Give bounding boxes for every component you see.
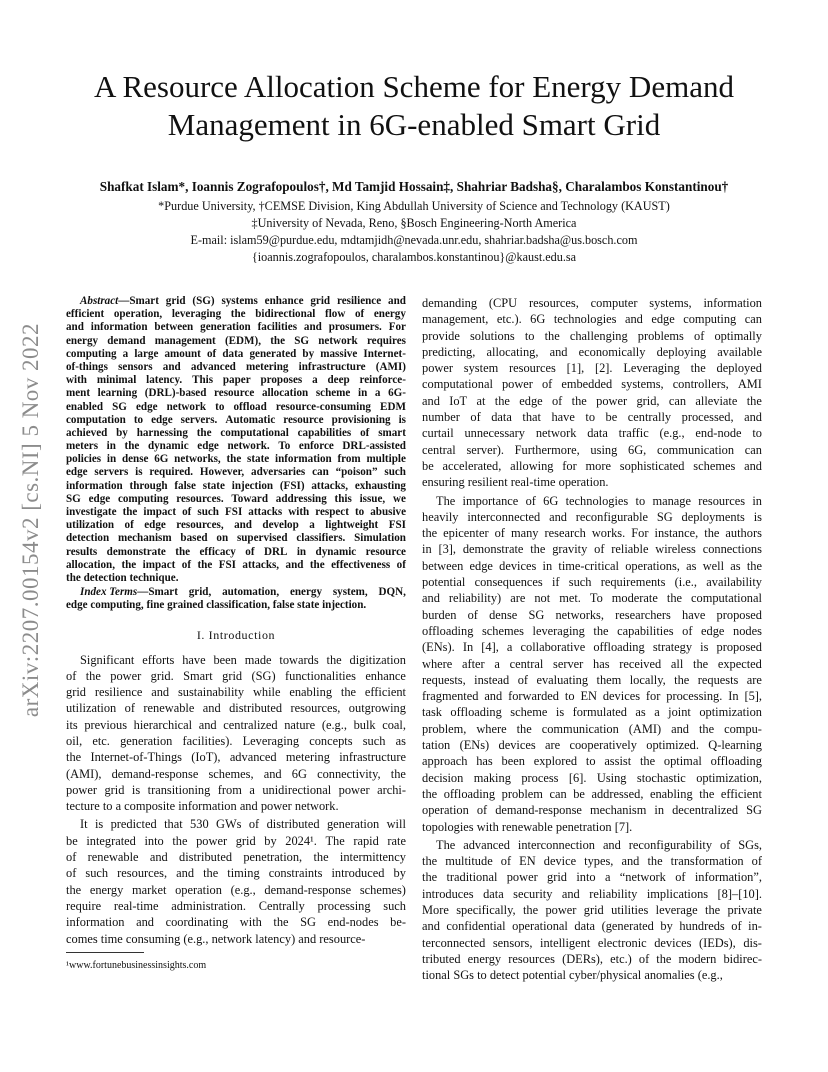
text-line: power grid is transitioning from a unidirectional power archi- <box>66 782 406 797</box>
text-line: predicting, allocating, and economically deploying available <box>422 344 762 359</box>
text-line: the offloading problem can be addressed, enabling the efficient <box>422 786 762 801</box>
title-line: Management in 6G-enabled Smart Grid <box>167 107 661 142</box>
paragraph <box>422 295 762 491</box>
text-line: information and coordinating with the SG end-nodes be- <box>66 915 406 930</box>
text-line: the multitude of EN device types, and the transformation of <box>422 854 762 869</box>
author-list: Shafkat Islam*, Ioannis Zografopoulos†, Md Tamjid Hossain‡, Shahriar Badsha§, Charalambos Konstantinou† <box>99 179 729 194</box>
text-line: edge computing, fine grained classification, false state injection. <box>66 599 367 612</box>
right-column <box>422 295 762 983</box>
text-line: require real-time administration. Centrally processing such <box>66 898 406 913</box>
text-line: computation to edge servers. Automatic resource provisioning is <box>66 413 406 426</box>
text-line: comes time consuming (e.g., network latency) and resource- <box>66 931 366 946</box>
text-line: its previous hierarchical and centralized nature (e.g., bulk coal, <box>66 717 406 732</box>
text-line: heavily interconnected and reconfigurable SG deployments is <box>422 509 762 524</box>
paragraph <box>422 493 762 835</box>
text-line: and IoT at the edge of the power grid, can alleviate the <box>422 393 762 408</box>
text-line: and reliability) are not met. To moderate the computational <box>422 591 762 606</box>
arxiv-identifier <box>8 300 54 740</box>
text-line: achieved by harnessing the computational capabilities of smart <box>66 426 406 439</box>
affiliation-line: *Purdue University, †CEMSE Division, King Abdullah University of Science and Technology (KAUST) <box>158 199 670 213</box>
abstract <box>66 295 406 585</box>
paragraph <box>66 816 406 946</box>
text-line: investigate the impact of such FSI attacks with respect to abusive <box>66 506 406 518</box>
email-line: {ioannis.zografopoulos, charalambos.konstantinou}@kaust.edu.sa <box>251 250 577 264</box>
text-line: and information between generation facilities and prosumers. For <box>66 321 406 334</box>
text-line: number of data that have to be centrally processed, and <box>422 410 762 425</box>
paper-title <box>60 68 768 144</box>
text-line: detection mechanism based on supervised classifiers. Simulation <box>66 532 406 545</box>
text-line: between edge devices in time-critical operations, as well as the <box>422 558 762 573</box>
text-line: Abstract—Smart grid (SG) systems enhance grid resilience and <box>80 295 406 307</box>
text-line: utilization of renewable and distributed resources, outgrowing <box>66 701 406 716</box>
text-line: in [3], demonstrate the gravity of reliable wireless connections <box>422 542 762 557</box>
text-line: of the power grid. Smart grid (SG) functionalities enhance <box>66 668 406 683</box>
text-line: task offloading scheme is formulated as a joint optimization <box>422 705 762 720</box>
text-line: and confidential operational data (generated by hundreds of in- <box>422 919 762 934</box>
text-line: utilization of edge resources, and develop a lightweight FSI <box>66 519 406 532</box>
text-line: The importance of 6G technologies to manage resources in <box>436 493 762 508</box>
text-line: computing a large amount of data generated by massive Internet- <box>66 347 406 360</box>
text-line: with minimal latency. This paper proposes a deep reinforce- <box>66 374 406 387</box>
text-line: operation of demand-response mechanism in decentralized SG <box>422 803 762 818</box>
text-line: meters in the dynamic edge network. To enforce DRL-assisted <box>66 440 406 453</box>
text-line: curtail unnecessary network data traffic (e.g., end-node to <box>422 426 762 441</box>
text-line: potential consequences if such requirements (i.e., availability <box>422 575 762 590</box>
text-line: efficient operation, leveraging the bidirectional flow of energy <box>66 308 406 321</box>
text-line: edge servers is required. However, adversaries can “poison” such <box>66 466 406 479</box>
text-line: ment learning (DRL)-based resource allocation scheme in a 6G- <box>66 387 406 400</box>
email-line: E-mail: islam59@purdue.edu, mdtamjidh@nevada.unr.edu, shahriar.badsha@us.bosch.com <box>190 233 638 247</box>
text-line: results demonstrate the efficacy of DRL in dynamic resource <box>66 545 406 558</box>
text-line: of such resources, and the timing constraints introduced by <box>66 866 406 881</box>
text-line: of renewable and distributed penetration, the intermittency <box>66 850 406 865</box>
text-line: tation (ENs) devices are cooperatively optimized. Q-learning <box>422 738 762 753</box>
text-line: central server). Furthermore, using 6G, communication can <box>422 442 762 457</box>
affiliation-line: ‡University of Nevada, Reno, §Bosch Engineering-North America <box>251 216 577 230</box>
text-line: grid resilience and sustainability while enabling the efficient <box>66 685 406 700</box>
text-line: tributed energy resources (DERs), etc.) of the modern bidirec- <box>422 951 762 966</box>
text-line: demanding (CPU resources, computer systems, information <box>422 296 762 310</box>
section-heading: I. Introduction <box>196 627 276 642</box>
text-line: decision making process [6]. Using stochastic optimization, <box>422 770 762 785</box>
text-line: (AMI), demand-response schemes, and 6G connectivity, the <box>66 766 406 781</box>
text-line: requests, instead of evaluating them locally, the requests are <box>422 672 762 687</box>
text-line: the epicenter of many research works. For instance, the authors <box>422 526 762 541</box>
text-line: tional SGs to detect potential cyber/physical anomalies (e.g., <box>422 968 723 983</box>
text-line: Significant efforts have been made towards the digitization <box>80 652 406 667</box>
paragraph <box>66 652 406 815</box>
title-line: A Resource Allocation Scheme for Energy Demand <box>94 69 734 104</box>
text-line: oil, etc. generation facilities). Leveraging concepts such as <box>66 733 406 748</box>
text-line: be integrated into the power grid by 2024¹. The rapid rate <box>66 833 406 848</box>
text-line: More specifically, the power grid utilities leverage the private <box>422 902 762 917</box>
text-line: where after a central server has received all the expected <box>422 656 762 671</box>
text-line: It is predicted that 530 GWs of distributed generation will <box>80 817 406 832</box>
text-line: fragmented and forwarded to EN devices for processing. In [5], <box>422 689 762 704</box>
text-line: Index Terms—Smart grid, automation, energy system, DQN, <box>80 586 406 599</box>
text-line: the detection technique. <box>66 571 179 584</box>
text-line: management, etc.). 6G technologies and edge computing can <box>422 312 762 327</box>
text-line: computational power of embedded systems, controllers, AMI <box>422 377 762 392</box>
paragraph <box>422 837 762 984</box>
footnote-rule <box>66 952 144 953</box>
text-line: power system resources [1], [2]. Leveraging the deployed <box>422 361 762 376</box>
text-line: provide solutions to the challenging problems of optimally <box>422 328 762 343</box>
text-line: The advanced interconnection and reconfigurability of SGs, <box>436 837 762 852</box>
text-line: burden of dense SG networks, researchers have proposed <box>422 607 762 622</box>
text-line: terconnected sensors, intelligent electronic devices (IEDs), dis- <box>422 935 762 950</box>
text-line: approach has been explored to assist the optimal offloading <box>422 754 762 769</box>
text-line: information through false state injection (FSI) attacks, exhausting <box>66 479 406 492</box>
text-line: of-things sensors and advanced metering infrastructure (AMI) <box>66 360 406 373</box>
text-line: (ENs). In [4], a collaborative offloading strategy is proposed <box>422 640 762 655</box>
text-line: offloading schemes leveraging the capabilities of edge nodes <box>422 623 762 638</box>
text-line: enabled SG edge network to offload resource-consuming EDM <box>66 400 406 413</box>
text-line: tecture to a composite information and power network. <box>66 799 339 814</box>
text-line: topologies with renewable penetration [7]. <box>422 819 633 834</box>
text-line: energy demand management (EDM), the SG network requires <box>66 334 406 347</box>
footnote: ¹www.fortunebusinessinsights.com <box>66 960 207 971</box>
text-line: be accelerated, allowing for more sophisticated schemes and <box>422 458 762 473</box>
text-line: SG edge computing resources. Toward addressing this issue, we <box>66 492 406 505</box>
text-line: allocation, the impact of the FSI attacks, and the effectiveness of <box>66 558 406 571</box>
index-terms <box>66 586 406 612</box>
arxiv-identifier-text: arXiv:2207.00154v2 [cs.NI] 5 Nov 2022 <box>18 322 43 718</box>
text-line: the energy market operation (e.g., demand-response schemes) <box>66 882 406 897</box>
text-line: policies in dense 6G networks, the state information from multiple <box>66 453 406 466</box>
text-line: introduces data security and reliability implications [8]–[10]. <box>422 886 762 901</box>
text-line: ensuring resilient real-time operation. <box>422 475 609 490</box>
text-line: the Internet-of-Things (IoT), advanced metering infrastructure <box>66 750 406 765</box>
text-line: the traditional power grid into a “network of information”, <box>422 870 762 885</box>
text-line: problem, where the communication (AMI) and the compu- <box>422 721 762 736</box>
left-column <box>66 295 406 947</box>
